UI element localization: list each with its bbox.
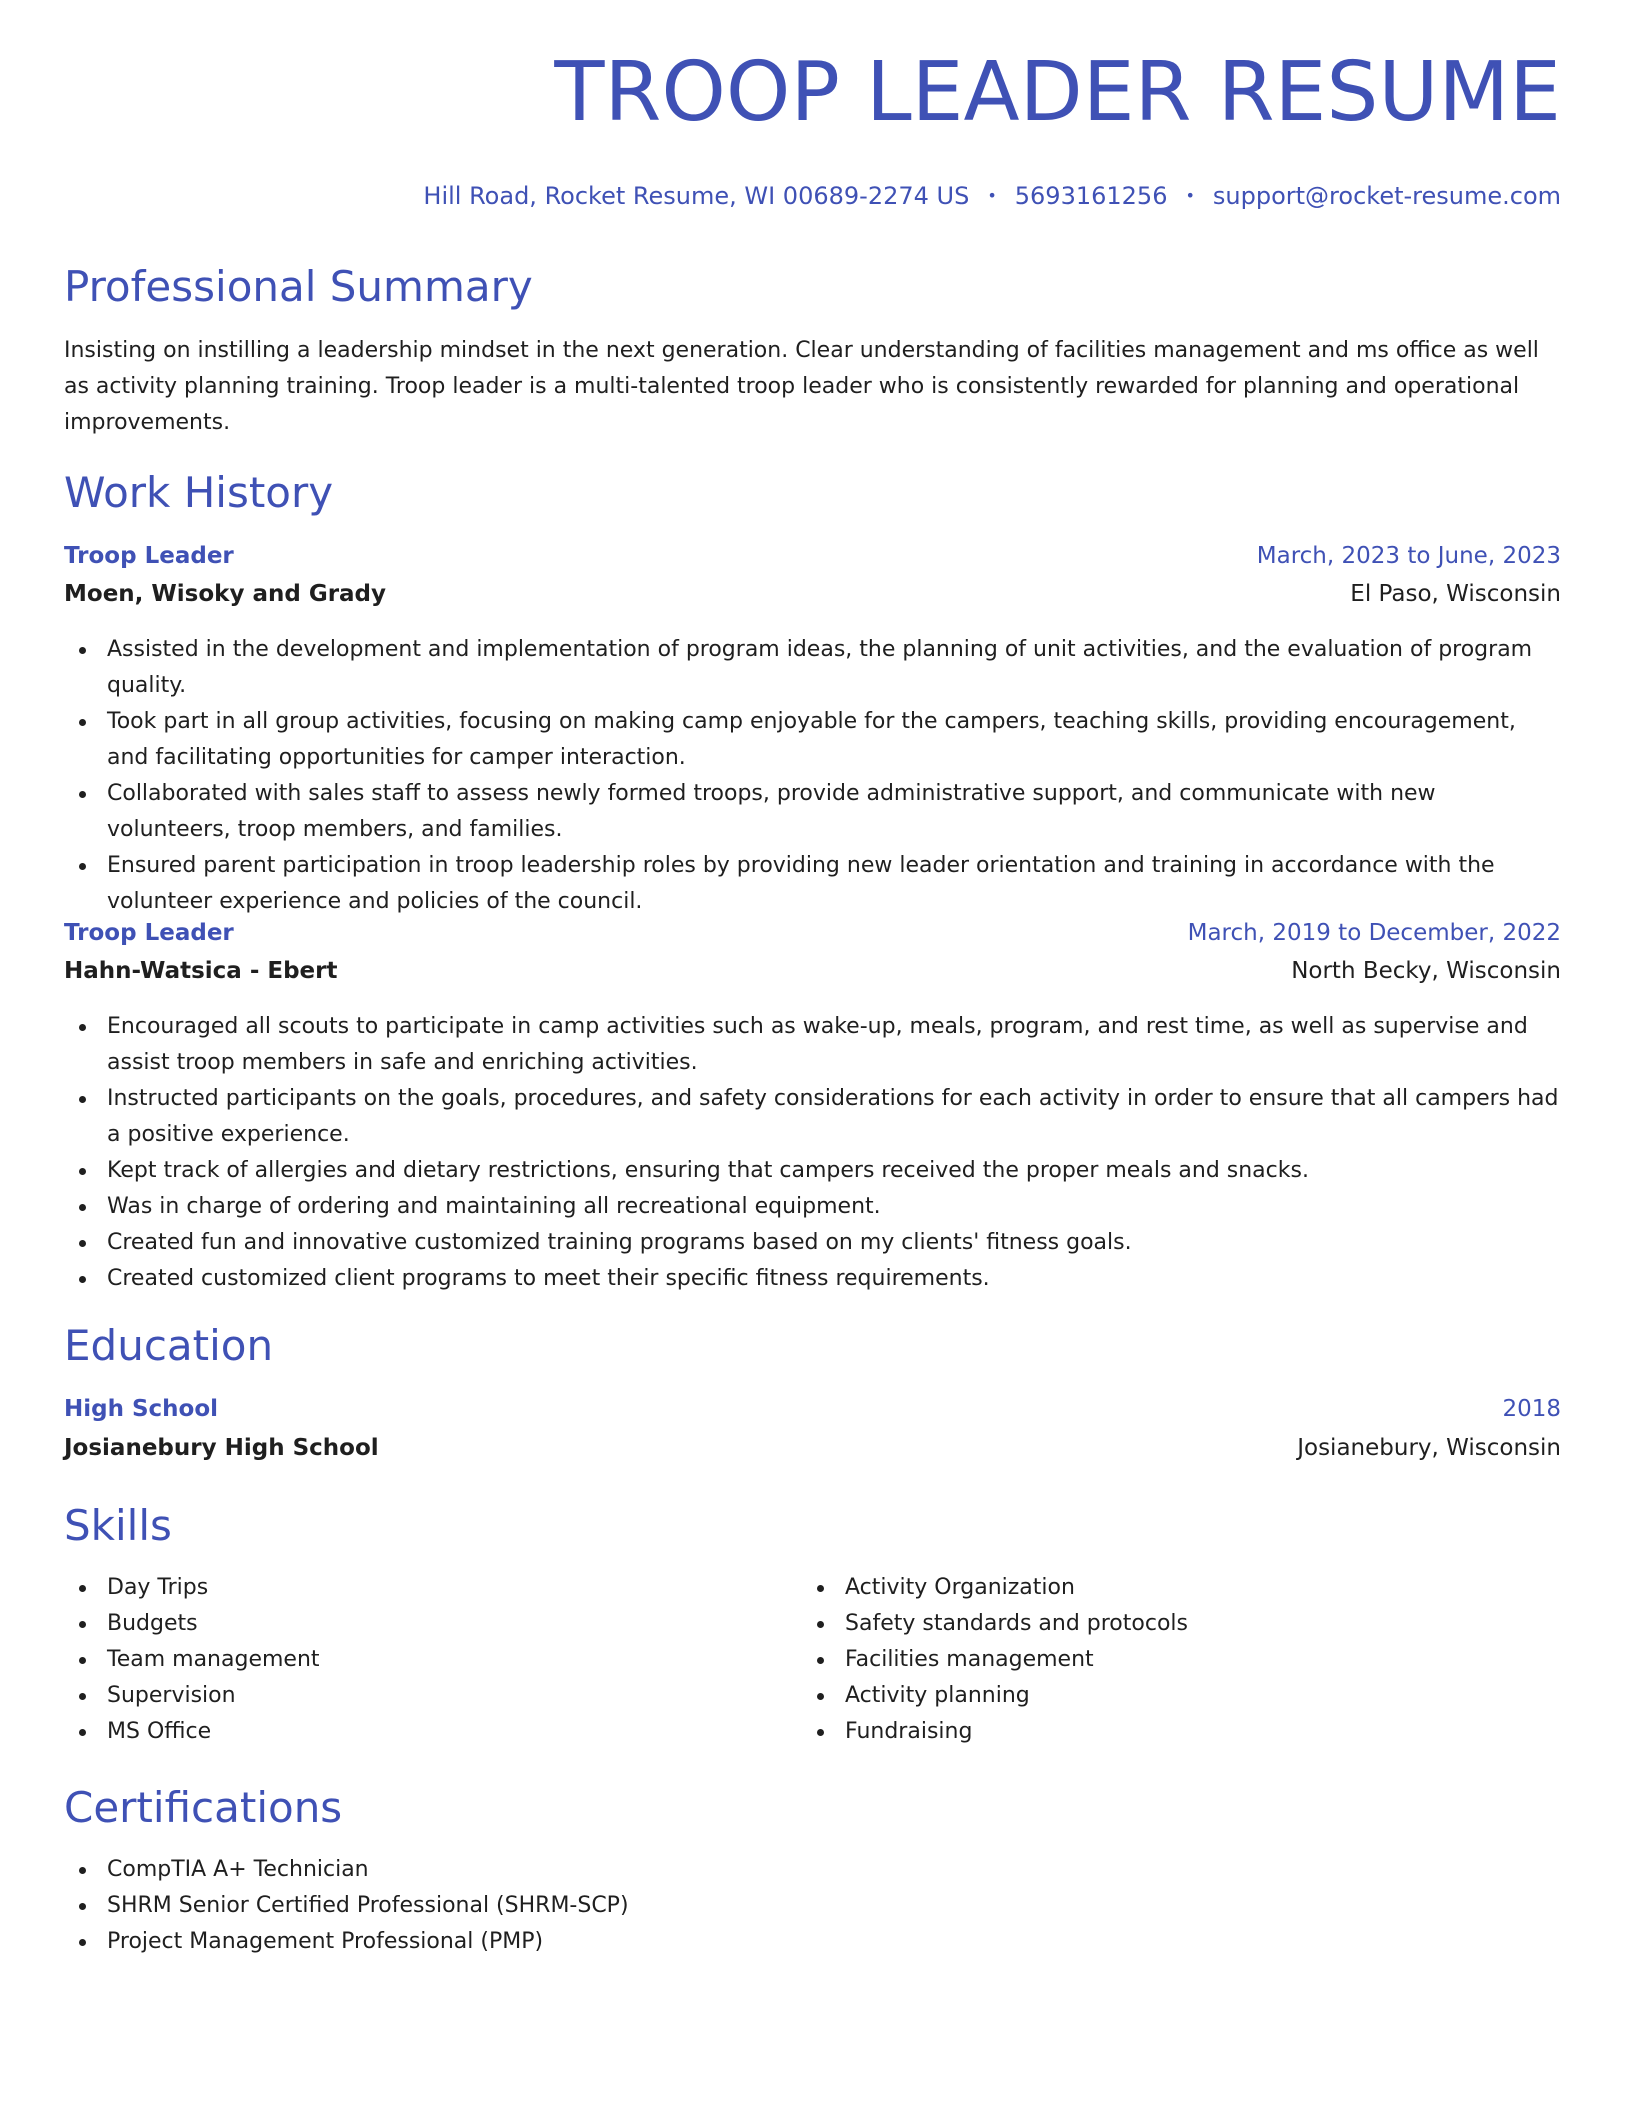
summary-text: Insisting on instilling a leadership mindset in the next generation. Clear understanding of facilities management and ms office as well as activity planning training. Troop leader is a multi-talented troop leader who is consistently rewarded for planning and operational improvements.	[64, 338, 1539, 435]
list-item: Collaborated with sales staff to assess newly formed troops, provide administrative support, and communicate with new volunteers, troop members, and families.	[64, 776, 1561, 848]
job-1-company-row	[64, 581, 1561, 615]
skills-list-left	[64, 1570, 764, 1750]
contact-email: support@rocket-resume.com	[1212, 182, 1561, 210]
contact-phone: 5693161256	[1014, 182, 1168, 210]
certifications-heading: Certifications	[64, 1783, 343, 1832]
job-1-location: El Paso, Wisconsin	[1350, 581, 1561, 607]
job-2-location: North Becky, Wisconsin	[1291, 958, 1561, 984]
job-1-header	[64, 543, 1561, 577]
certification-item: CompTIA A+ Technician	[64, 1852, 1561, 1888]
contact-line	[423, 182, 1561, 210]
list-item: Created fun and innovative customized training programs based on my clients' fitness goals.	[64, 1225, 1561, 1261]
education-degree: High School	[64, 1396, 219, 1422]
certification-item: SHRM Senior Certified Professional (SHRM-SCP)	[64, 1888, 1561, 1924]
skill-item: Supervision	[64, 1678, 764, 1714]
skill-item: Activity planning	[802, 1678, 1502, 1714]
education-school: Josianebury High School	[64, 1435, 379, 1461]
job-2-company-row	[64, 958, 1561, 992]
resume-title: TROOP LEADER RESUME	[554, 45, 1561, 140]
skill-item: Activity Organization	[802, 1570, 1502, 1606]
education-heading: Education	[64, 1321, 274, 1370]
list-item: Ensured parent participation in troop leadership roles by providing new leader orientation and training in accordance with the volunteer experience and policies of the council.	[64, 848, 1561, 920]
separator-dot: •	[1185, 186, 1195, 205]
job-2-title: Troop Leader	[64, 920, 234, 946]
certification-item: Project Management Professional (PMP)	[64, 1924, 1561, 1960]
list-item: Created customized client programs to meet their specific fitness requirements.	[64, 1261, 1561, 1297]
skills-heading: Skills	[64, 1501, 172, 1550]
education-header	[64, 1396, 1561, 1430]
skill-item: Team management	[64, 1642, 764, 1678]
job-2-bullets	[64, 1009, 1561, 1297]
job-2-header	[64, 920, 1561, 954]
education-location: Josianebury, Wisconsin	[1297, 1435, 1561, 1461]
list-item: Instructed participants on the goals, procedures, and safety considerations for each activity in order to ensure that all campers had a positive experience.	[64, 1081, 1561, 1153]
skills-list-right	[802, 1570, 1502, 1750]
list-item: Assisted in the development and implementation of program ideas, the planning of unit activities, and the evaluation of program quality.	[64, 632, 1561, 704]
work-history-heading: Work History	[64, 468, 334, 517]
contact-address: Hill Road, Rocket Resume, WI 00689-2274 US	[423, 182, 970, 210]
list-item: Kept track of allergies and dietary restrictions, ensuring that campers received the proper meals and snacks.	[64, 1153, 1561, 1189]
skill-item: Safety standards and protocols	[802, 1606, 1502, 1642]
skill-item: Budgets	[64, 1606, 764, 1642]
job-2-dates: March, 2019 to December, 2022	[1187, 920, 1561, 946]
job-2-company: Hahn-Watsica - Ebert	[64, 958, 338, 984]
skill-item: Facilities management	[802, 1642, 1502, 1678]
education-year: 2018	[1502, 1396, 1561, 1422]
job-1-dates: March, 2023 to June, 2023	[1256, 543, 1561, 569]
job-1-company: Moen, Wisoky and Grady	[64, 581, 387, 607]
summary-heading: Professional Summary	[64, 262, 533, 311]
job-1-title: Troop Leader	[64, 543, 234, 569]
skill-item: Fundraising	[802, 1714, 1502, 1750]
skill-item: Day Trips	[64, 1570, 764, 1606]
education-school-row	[64, 1435, 1561, 1469]
job-1-bullets	[64, 632, 1561, 920]
list-item: Took part in all group activities, focusing on making camp enjoyable for the campers, teaching skills, providing encouragement, and facilitating opportunities for camper interaction.	[64, 704, 1561, 776]
list-item: Was in charge of ordering and maintaining all recreational equipment.	[64, 1189, 1561, 1225]
separator-dot: •	[987, 186, 997, 205]
skill-item: MS Office	[64, 1714, 764, 1750]
certifications-list	[64, 1852, 1561, 1960]
list-item: Encouraged all scouts to participate in camp activities such as wake-up, meals, program, and rest time, as well as supervise and assist troop members in safe and enriching activities.	[64, 1009, 1561, 1081]
